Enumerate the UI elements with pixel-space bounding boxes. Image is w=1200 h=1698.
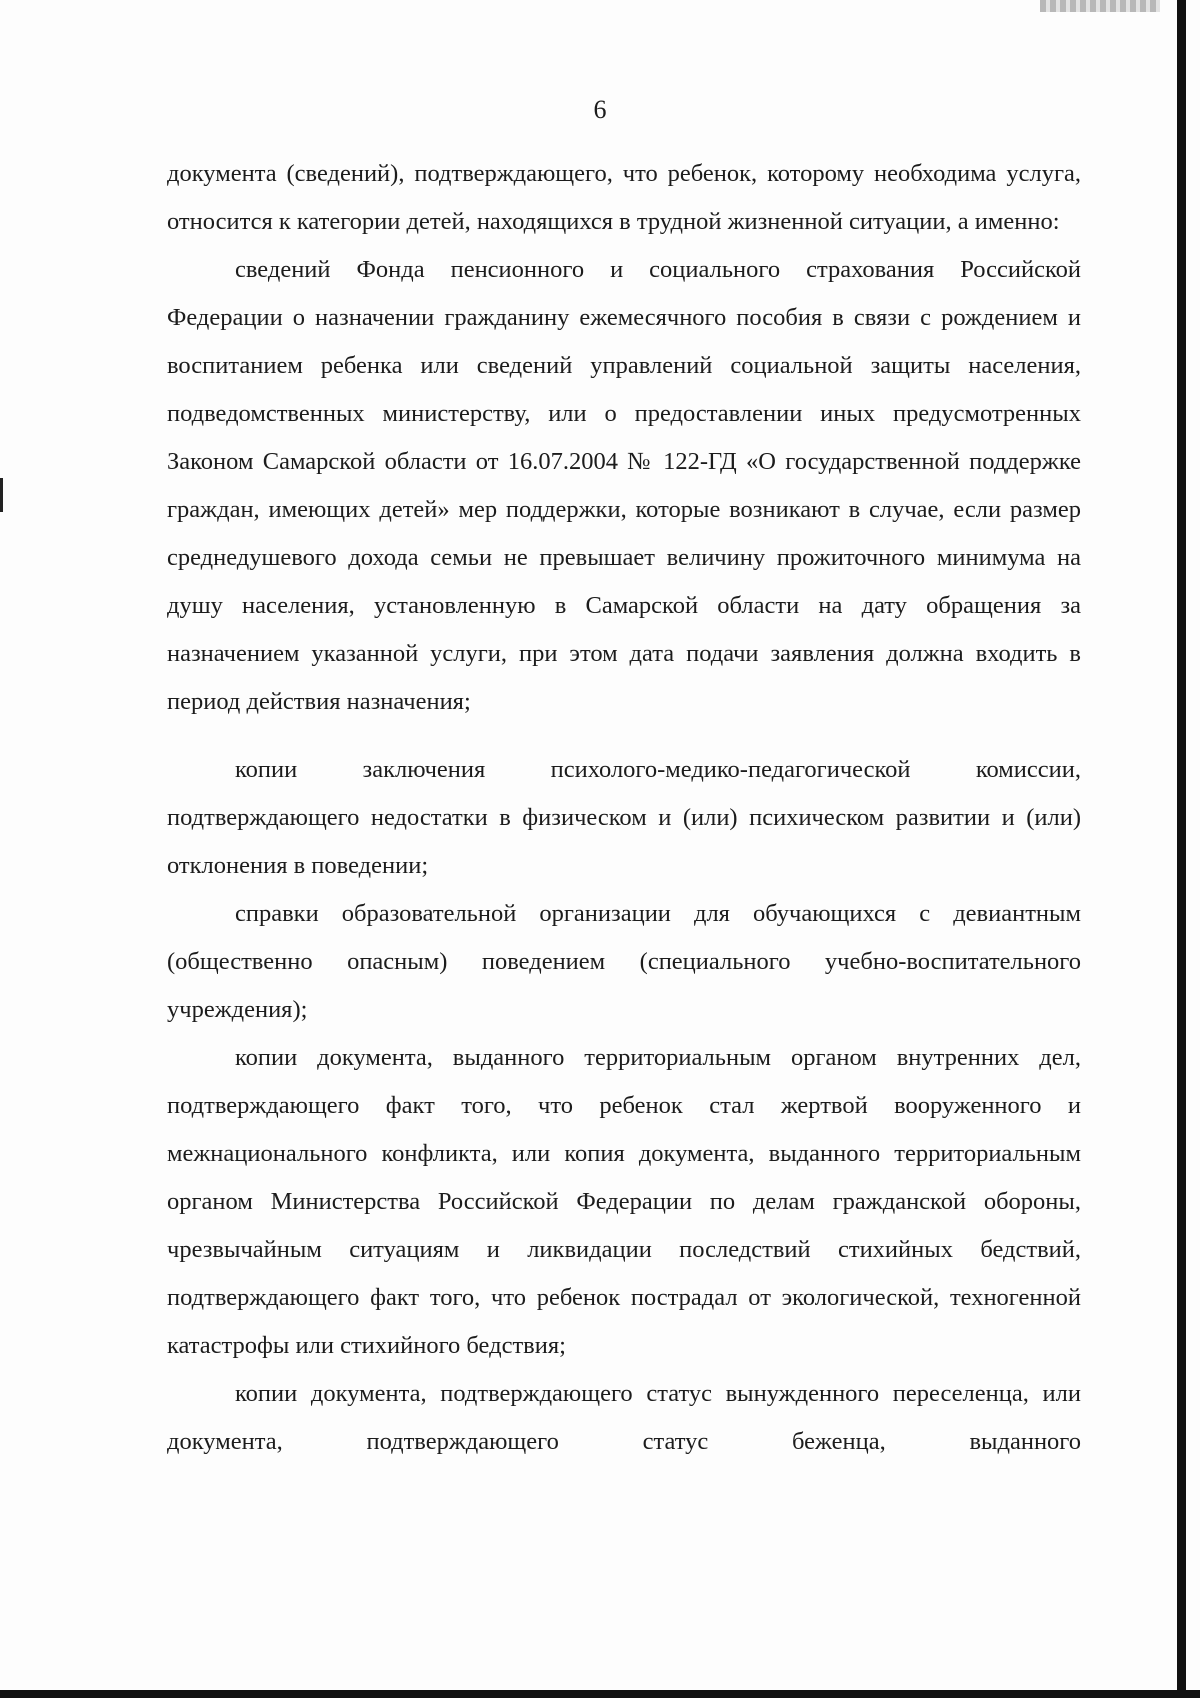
body-text [167, 150, 1081, 1466]
paragraph-internal-affairs-document: копии документа, выданного территориальным органом внутренних дел, подтверждающего факт того, что ребенок стал жертвой вооруженного и межнационального конфликта, или копия документа, выданного территориальным органом Министерства Российской Федерации по делам гражданской обороны, чрезвычайным ситуациям и ликвидации последствий стихийных бедствий, подтверждающего факт того, что ребенок пострадал от экологической, техногенной катастрофы или стихийного бедствия; [167, 1044, 1081, 1359]
scan-edge-right [1177, 0, 1186, 1698]
page-number: 6 [593, 95, 607, 124]
paragraph-pmpk-conclusion: копии заключения психолого-медико-педагогической комиссии, подтверждающего недостатки в физическом и (или) психическом развитии и (или) отклонения в поведении; [167, 756, 1081, 879]
paragraph-refugee-status: копии документа, подтверждающего статус вынужденного переселенца, или документа, подтверждающего статус беженца, выданного [167, 1380, 1081, 1455]
scan-edge-bottom [0, 1690, 1200, 1698]
scan-artifact-left [0, 478, 3, 512]
paragraph-pension-fund-info: сведений Фонда пенсионного и социального страхования Российской Федерации о назначении гражданину ежемесячного пособия в связи с рождением и воспитанием ребенка или сведений управлений социальной защиты населения, подведомственных министерству, или о предоставлении иных предусмотренных Законом Самарской области от 16.07.2004 № 122-ГД «О государственной поддержке граждан, имеющих детей» мер поддержки, которые возникают в случае, если размер среднедушевого дохода семьи не превышает величину прожиточного минимума на душу населения, установленную в Самарской области на дату обращения за назначением указанной услуги, при этом дата подачи заявления должна входить в период действия назначения; [167, 256, 1081, 715]
paragraph-continuation: документа (сведений), подтверждающего, что ребенок, которому необходима услуга, относится к категории детей, находящихся в трудной жизненной ситуации, а именно: [167, 160, 1081, 235]
scan-artifact-top [1040, 0, 1160, 12]
paragraph-education-certificate: справки образовательной организации для обучающихся с девиантным (общественно опасным) поведением (специального учебно-воспитательного учреждения); [167, 900, 1081, 1023]
